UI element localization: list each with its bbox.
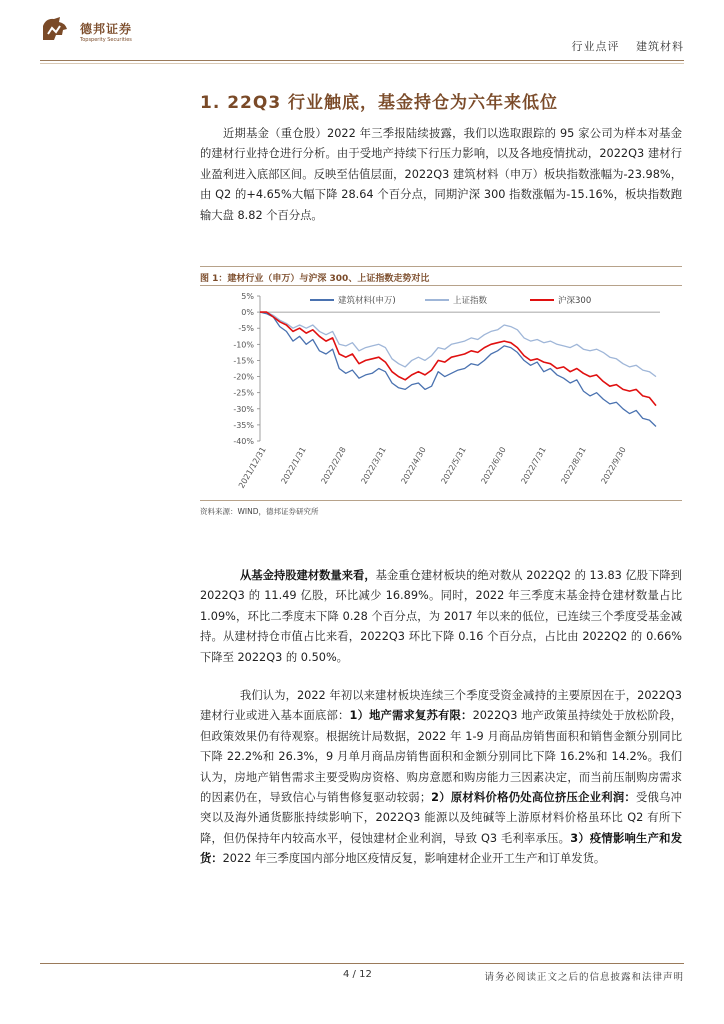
series-line-2 [260, 312, 656, 377]
x-tick-label: 2022/4/30 [399, 445, 428, 486]
y-tick-label: 5% [241, 292, 254, 301]
y-tick-label: -25% [233, 388, 254, 398]
reason-3-heading: 3）疫情影响生产和发货： [200, 831, 682, 866]
index-comparison-chart [200, 290, 682, 502]
series-line-1 [260, 312, 656, 426]
page-number: 4 / 12 [343, 969, 372, 980]
y-tick-label: -35% [233, 420, 254, 430]
reason-3-body: 2022 年三季度国内部分地区疫情反复，影响建材企业开工生产和订单发货。 [222, 852, 606, 866]
legend-label: 建筑材料(申万) [338, 296, 396, 306]
logo-text-cn: 德邦证券 [80, 22, 133, 36]
report-industry: 建筑材料 [636, 40, 684, 53]
x-tick-label: 2022/3/31 [359, 445, 388, 486]
reason-1-body: 2022Q3 地产政策虽持续处于放松阶段，但政策效果仍有待观察。根据统计局数据，2022 年 1-9 月商品房销售面积和销售金额分别同比下降 22.2%和 26.3%，9 月单月商品房销售面积和金额分别同比下降 16.2%和 14.2%。我们认为，房地产销售需求主要受购房资格、购房意愿和购房能力三因素决定，而当前压制购房需求的因素仍在，导致信心与销售修复驱动较弱； [200, 709, 682, 805]
figure-source: 资料来源：WIND，德邦证券研究所 [200, 507, 319, 516]
reason-2-heading: 2）原材料价格仍处高位挤压企业利润： [431, 791, 636, 805]
y-tick-label: -30% [233, 404, 254, 414]
paragraph-fund-holdings [200, 566, 682, 668]
x-tick-label: 2022/7/31 [519, 445, 548, 486]
header-tags [572, 38, 685, 54]
logo-mark-icon [40, 14, 70, 44]
company-logo [40, 14, 160, 48]
y-tick-label: -20% [233, 372, 254, 382]
y-tick-label: -5% [238, 324, 254, 334]
x-tick-label: 2022/5/31 [439, 445, 468, 486]
paragraph-reasons [200, 686, 682, 870]
legend-label: 沪深300 [558, 296, 592, 306]
legend-label: 上证指数 [453, 296, 488, 306]
reason-1-heading: 1）地产需求复苏有限： [349, 709, 473, 723]
x-tick-label: 2021/12/31 [236, 445, 268, 490]
x-tick-label: 2022/2/28 [319, 445, 348, 486]
paragraph-intro: 近期基金（重仓股）2022 年三季报陆续披露，我们以选取跟踪的 95 家公司为样本对基金的建材行业持仓进行分析。由于受地产持续下行压力影响，以及各地疫情扰动，2022Q3 建材行业盈利进入底部区间。反映至估值层面，2022Q3 建筑材料（申万）板块指数涨幅为-23.98%，由 Q2 的+4.65%大幅下降 28.64 个百分点，同期沪深 300 指数涨幅为-15.16%，板块指数跑输大盘 8.82 个百分点。 [200, 127, 682, 222]
figure-title: 图 1：建材行业（申万）与沪深 300、上证指数走势对比 [200, 274, 430, 284]
y-axis [233, 292, 260, 446]
figure-top-rule [200, 266, 682, 267]
chart-lines [260, 312, 656, 426]
report-category: 行业点评 [571, 40, 620, 53]
section-title: 1. 22Q3 行业触底，基金持仓为六年来低位 [200, 93, 559, 113]
figure-title-rule [200, 285, 682, 286]
paragraph-body: 基金重仓建材板块的绝对数从 2022Q2 的 13.83 亿股下降到 2022Q3 的 11.49 亿股，环比减少 16.89%。同时，2022 年三季度末基金持仓建材数量占比 1.09%，环比二季度末下降 0.28 个百分点，为 2017 年以来的低位，已连续三个季度受基金减持。从建材持仓市值占比来看，2022Q3 环比下降 0.16 个百分点，占比由 2022Q2 的 0.66%下降至 2022Q3 的 0.50%。 [200, 569, 682, 664]
footer-divider [40, 963, 684, 964]
y-tick-label: -40% [233, 437, 254, 446]
x-axis [237, 312, 660, 490]
header-divider [40, 60, 684, 61]
y-tick-label: -15% [233, 356, 254, 366]
y-tick-label: -10% [233, 340, 254, 350]
logo-text-en: Topsperity Securities [80, 37, 132, 43]
x-tick-label: 2022/6/30 [479, 445, 508, 486]
reason-2-body: 受俄乌冲突以及海外通货膨胀持续影响下，2022Q3 能源以及纯碱等上游原材料价格虽环比 Q2 有所下降，但仍保持年内较高水平，侵蚀建材企业利润，导致 Q3 毛利率承压。 [200, 791, 682, 845]
paragraph-body: 我们认为，2022 年初以来建材板块连续三个季度受资金减持的主要原因在于，2022Q3 建材行业或进入基本面底部： [200, 689, 682, 723]
series-line-3 [260, 312, 656, 406]
chart-legend [310, 295, 591, 306]
paragraph-lead-bold: 从基金持股建材数量来看， [240, 569, 376, 582]
figure-bottom-rule [200, 500, 682, 501]
x-tick-label: 2022/8/31 [559, 445, 588, 486]
x-tick-label: 2022/9/30 [599, 445, 628, 486]
x-tick-label: 2022/1/31 [279, 445, 308, 486]
y-tick-label: 0% [241, 308, 254, 318]
header-divider-thin [40, 63, 684, 64]
footer-disclaimer: 请务必阅读正文之后的信息披露和法律声明 [484, 972, 684, 983]
